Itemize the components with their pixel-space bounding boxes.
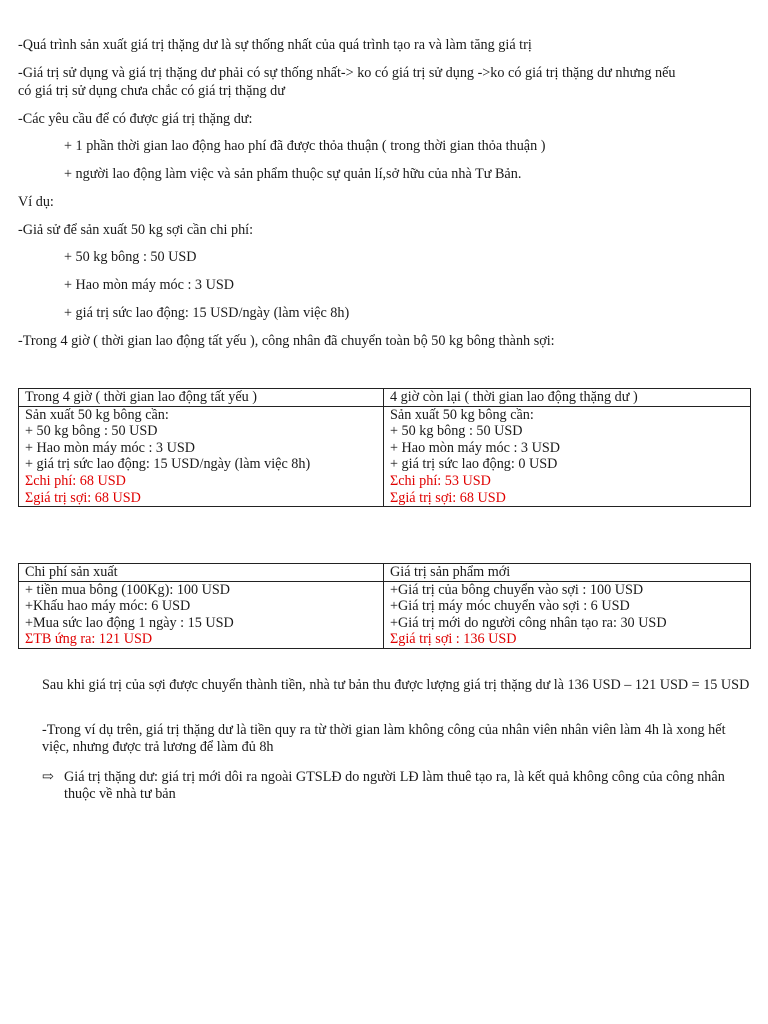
- total-value-line: Σgiá trị sợi: 68 USD: [390, 489, 506, 506]
- cell-line: +Giá trị máy móc chuyển vào sợi : 6 USD: [390, 598, 630, 615]
- cell-line: + tiền mua bông (100Kg): 100 USD: [25, 581, 231, 598]
- table-cell-necessary-time: [19, 406, 384, 507]
- cell-line: + 50 kg bông : 50 USD: [25, 423, 158, 440]
- cell-line: Sản xuất 50 kg bông cần:: [25, 406, 169, 423]
- total-cost-line: Σchi phí: 68 USD: [25, 472, 126, 489]
- cell-line: Sản xuất 50 kg bông cần:: [390, 406, 534, 423]
- requirement-item-2: + người lao động làm việc và sản phẩm thuộc sự quản lí,sở hữu của nhà Tư Bản.: [64, 166, 522, 182]
- example-cost-labor: + giá trị sức lao động: 15 USD/ngày (làm việc 8h): [64, 305, 350, 321]
- cost-value-table: [18, 563, 751, 649]
- paragraph-requirements-heading: -Các yêu cầu để có được giá trị thặng dư:: [18, 111, 253, 127]
- table-cell-production-cost: [19, 581, 384, 648]
- paragraph-value-unity-line1: -Giá trị sử dụng và giá trị thặng dư phải có sự thống nhất-> ko có giá trị sử dụng ->ko có giá trị thặng dư nhưng nếu: [18, 65, 676, 81]
- total-cost-line: Σchi phí: 53 USD: [390, 472, 491, 489]
- table-header-necessary-time: Trong 4 giờ ( thời gian lao động tất yếu ): [19, 389, 384, 407]
- comparison-table-hours: [18, 388, 751, 507]
- example-cost-machine: + Hao mòn máy móc : 3 USD: [64, 277, 234, 293]
- paragraph-four-hours: -Trong 4 giờ ( thời gian lao động tất yếu ), công nhân đã chuyển toàn bộ 50 kg bông thành sợi:: [18, 333, 555, 349]
- cell-line: +Giá trị mới do người công nhân tạo ra: 30 USD: [390, 614, 667, 631]
- conclusion-text: Giá trị thặng dư: giá trị mới dôi ra ngoài GTSLĐ do người LĐ làm thuê tạo ra, là kết quả không công của công nhân thuộc về nhà tư bản: [64, 769, 725, 802]
- cell-line: + Hao mòn máy móc : 3 USD: [390, 439, 560, 456]
- cell-line: +Mua sức lao động 1 ngày : 15 USD: [25, 614, 234, 631]
- cell-line: + 50 kg bông : 50 USD: [390, 423, 523, 440]
- total-value-line: Σgiá trị sợi: 68 USD: [25, 489, 141, 506]
- cell-line: +Khấu hao máy móc: 6 USD: [25, 598, 191, 615]
- table-header-row: [19, 564, 751, 582]
- cell-line: + giá trị sức lao động: 0 USD: [390, 456, 558, 473]
- paragraph-process-definition: -Quá trình sản xuất giá trị thặng dư là sự thống nhất của quá trình tạo ra và làm tăng giá trị: [18, 37, 532, 53]
- cell-line: + Hao mòn máy móc : 3 USD: [25, 439, 195, 456]
- requirement-item-1: + 1 phần thời gian lao động hao phí đã được thỏa thuận ( trong thời gian thỏa thuận ): [64, 138, 546, 154]
- total-capital-line: ΣTB ứng ra: 121 USD: [25, 631, 153, 648]
- table-row: [19, 406, 751, 507]
- paragraph-surplus-calculation: Sau khi giá trị của sợi được chuyển thành tiền, nhà tư bản thu được lượng giá trị thặng dư là 136 USD – 121 USD = 15 USD: [42, 677, 750, 693]
- total-value-line: Σgiá trị sợi : 136 USD: [390, 631, 517, 648]
- arrow-right-icon: ⇨: [42, 769, 54, 785]
- table-header-production-cost: Chi phí sản xuất: [19, 564, 384, 582]
- paragraph-value-unity-line2: có giá trị sử dụng chưa chắc có giá trị thặng dư: [18, 83, 285, 99]
- paragraph-surplus-explanation: -Trong ví dụ trên, giá trị thặng dư là tiền quy ra từ thời gian làm không công của nhân viên nhân viên làm 4h là xong hết việc, nhưng được trả lương để làm đủ 8h: [42, 722, 726, 755]
- table-header-new-product-value: Giá trị sản phẩm mới: [384, 564, 751, 582]
- example-heading: Ví dụ:: [18, 194, 54, 210]
- table-cell-surplus-time: [384, 406, 751, 507]
- cell-line: +Giá trị của bông chuyển vào sợi : 100 USD: [390, 581, 644, 598]
- cell-line: + giá trị sức lao động: 15 USD/ngày (làm việc 8h): [25, 456, 311, 473]
- example-cost-cotton: + 50 kg bông : 50 USD: [64, 249, 197, 265]
- example-assumption: -Giả sử để sản xuất 50 kg sợi cần chi phí:: [18, 222, 254, 238]
- table-row: [19, 581, 751, 648]
- table-cell-new-product-value: [384, 581, 751, 648]
- table-header-row: [19, 389, 751, 407]
- table-header-surplus-time: 4 giờ còn lại ( thời gian lao động thặng dư ): [384, 389, 751, 407]
